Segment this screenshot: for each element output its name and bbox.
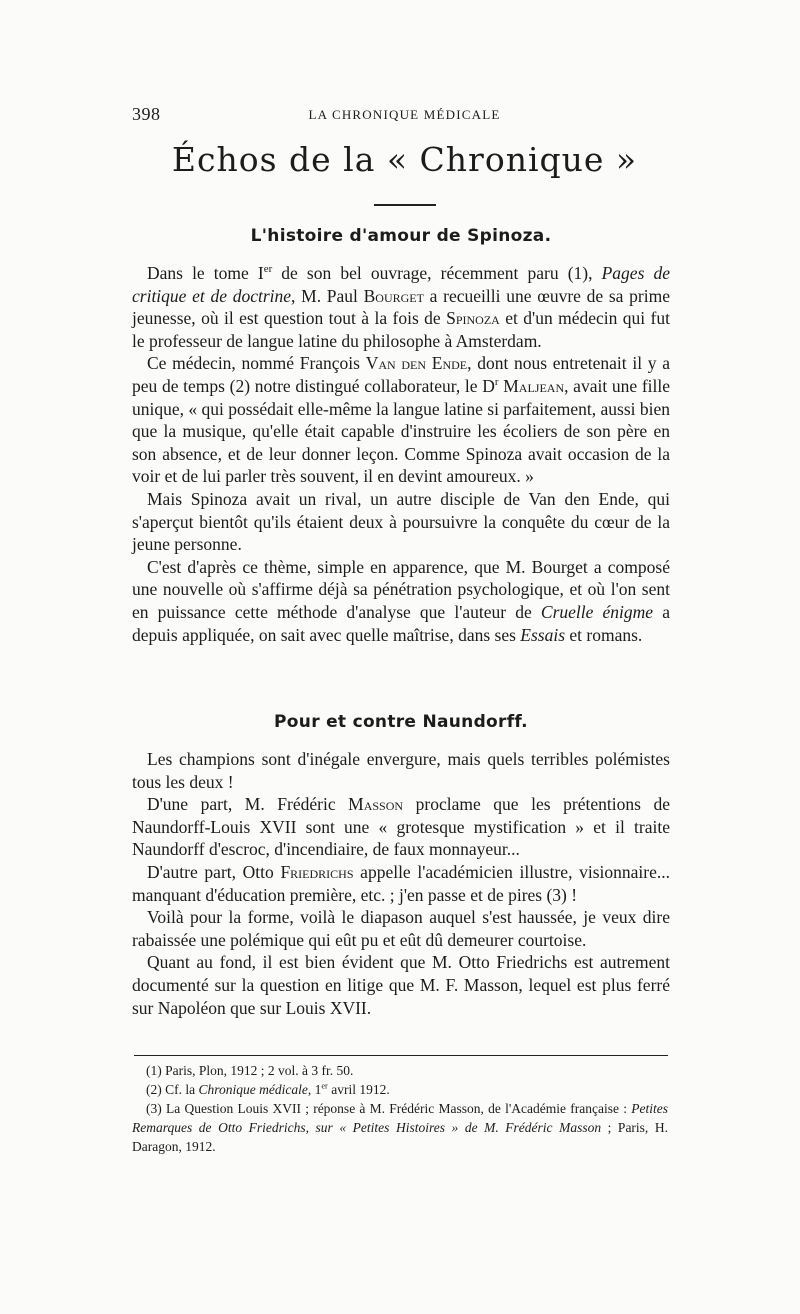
article-title: L'histoire d'amour de Spinoza. — [250, 226, 552, 246]
paragraph — [132, 793, 670, 861]
text-run: avril 1912. — [327, 1082, 390, 1097]
text-run: Ce médecin, nommé François — [147, 353, 366, 374]
journal-title: LA CHRONIQUE MÉDICALE — [308, 107, 501, 122]
superscript: r — [494, 376, 499, 389]
running-head — [132, 104, 677, 128]
text-run: appelle l'académicien illustre, visionnaire... manquant d'éducation première, etc. ; j'en passe et de pires (3) ! — [132, 861, 670, 905]
small-caps-name: Maljean — [503, 375, 565, 396]
small-caps-name: Bourget — [363, 285, 424, 306]
small-caps-name: Spinoza — [446, 308, 500, 329]
footnote — [132, 1061, 668, 1080]
italic-text: Pages de critique et de doctrine — [132, 263, 671, 306]
text-run: Mais Spinoza avait un rival, un autre disciple de Van den Ende, qui s'aperçut bientôt qu'ils étaient deux à poursuivre la conquête du cœur de la jeune personne. — [132, 488, 670, 555]
text-run: , 1 — [307, 1082, 322, 1097]
paragraph — [132, 556, 670, 646]
text-run: proclame que les prétentions de Naundorff-Louis XVII sont une « grotesque mystification » et il traite Naundorff d'escroc, d'incendiaire, de faux monnayeur... — [132, 794, 670, 860]
text-run: , avait une fille unique, « qui possédait elle-même la langue latine si parfaitement, aussi bien que la musique, qu'elle était capable d'instruire les écoliers de son père en son absence, et de leur donner leçon. Comme Spinoza avait occasion de la voir et de lui parler très souvent, il en devint amoureux. » — [132, 375, 671, 487]
article-naundorff — [132, 712, 670, 1019]
text-run: a recueilli une œuvre de sa prime jeunesse, où il est question tout à la fois de — [132, 285, 670, 329]
text-run: Voilà pour la forme, voilà le diapason auquel s'est haussée, je veux dire rabaissée une polémique qui eût pu et eût dû demeurer courtoise. — [132, 907, 670, 950]
paragraph — [132, 352, 670, 488]
text-run: , M. Paul — [291, 285, 364, 306]
footnotes — [132, 1061, 668, 1156]
paragraph — [132, 262, 670, 352]
text-run: a depuis appliquée, on sait avec quelle maîtrise, dans ses — [132, 601, 670, 645]
text-run: C'est d'après ce thème, simple en apparence, que M. Bourget a composé une nouvelle où s'affirme déjà sa pénétration psychologique, et où l'on sent en puissance cette méthode d'analyse que l'auteur de — [132, 556, 670, 622]
page-number: 398 — [132, 104, 161, 124]
title-rule — [374, 204, 436, 206]
text-run: (3) La Question Louis XVII ; réponse à M. Frédéric Masson, de l'Académie française : — [146, 1101, 632, 1116]
footnote-rule — [134, 1055, 668, 1056]
superscript: er — [321, 1081, 328, 1091]
italic-text: Cruelle énigme — [540, 601, 654, 622]
text-run: et d'un médecin qui fut le professeur de langue latine du philosophe à Amsterdam. — [132, 308, 670, 351]
superscript: er — [263, 263, 273, 276]
italic-text: Chronique médicale — [198, 1082, 308, 1097]
paragraph — [132, 906, 670, 951]
footnote — [132, 1080, 668, 1099]
small-caps-name: Friedrichs — [280, 861, 354, 882]
text-run: ; Paris, H. Daragon, 1912. — [132, 1120, 668, 1154]
small-caps-name: Masson — [348, 794, 404, 815]
text-run: I — [257, 263, 264, 283]
section-title: Échos de la « Chronique » — [171, 140, 638, 179]
text-run: , dont nous entretenait il y a peu de temps (2) notre distingué collaborateur, le D — [132, 353, 671, 396]
article-spinoza — [132, 226, 670, 646]
italic-text: Essais — [520, 624, 566, 645]
text-run: Les champions sont d'inégale envergure, mais quels terribles polémistes tous les deux ! — [132, 749, 670, 792]
text-run: D'autre part, Otto — [147, 861, 281, 882]
paragraph — [132, 951, 670, 1019]
italic-text: Petites Remarques de Otto Friedrichs, sur « Petites Histoires » de M. Frédéric Masson — [132, 1101, 668, 1135]
text-run: de son bel ouvrage, récemment paru (1), — [272, 263, 602, 283]
text-run: (2) Cf. la — [146, 1082, 199, 1097]
footnote — [132, 1099, 668, 1156]
text-run: (1) Paris, Plon, 1912 ; 2 vol. à 3 fr. 50. — [146, 1063, 354, 1078]
article-title: Pour et contre Naundorff. — [274, 712, 528, 732]
text-run: D'une part, M. Frédéric — [147, 794, 349, 815]
paragraph — [132, 488, 670, 556]
paragraph — [132, 748, 670, 793]
small-caps-name: Van den Ende — [365, 353, 468, 374]
text-run: Dans le tome — [147, 263, 258, 283]
text-run: et romans. — [565, 624, 643, 645]
paragraph — [132, 861, 670, 906]
text-run: Quant au fond, il est bien évident que M. Otto Friedrichs est autrement documenté sur la question en litige que M. F. Masson, lequel est plus ferré sur Napoléon que sur Louis XVII. — [132, 952, 670, 1018]
